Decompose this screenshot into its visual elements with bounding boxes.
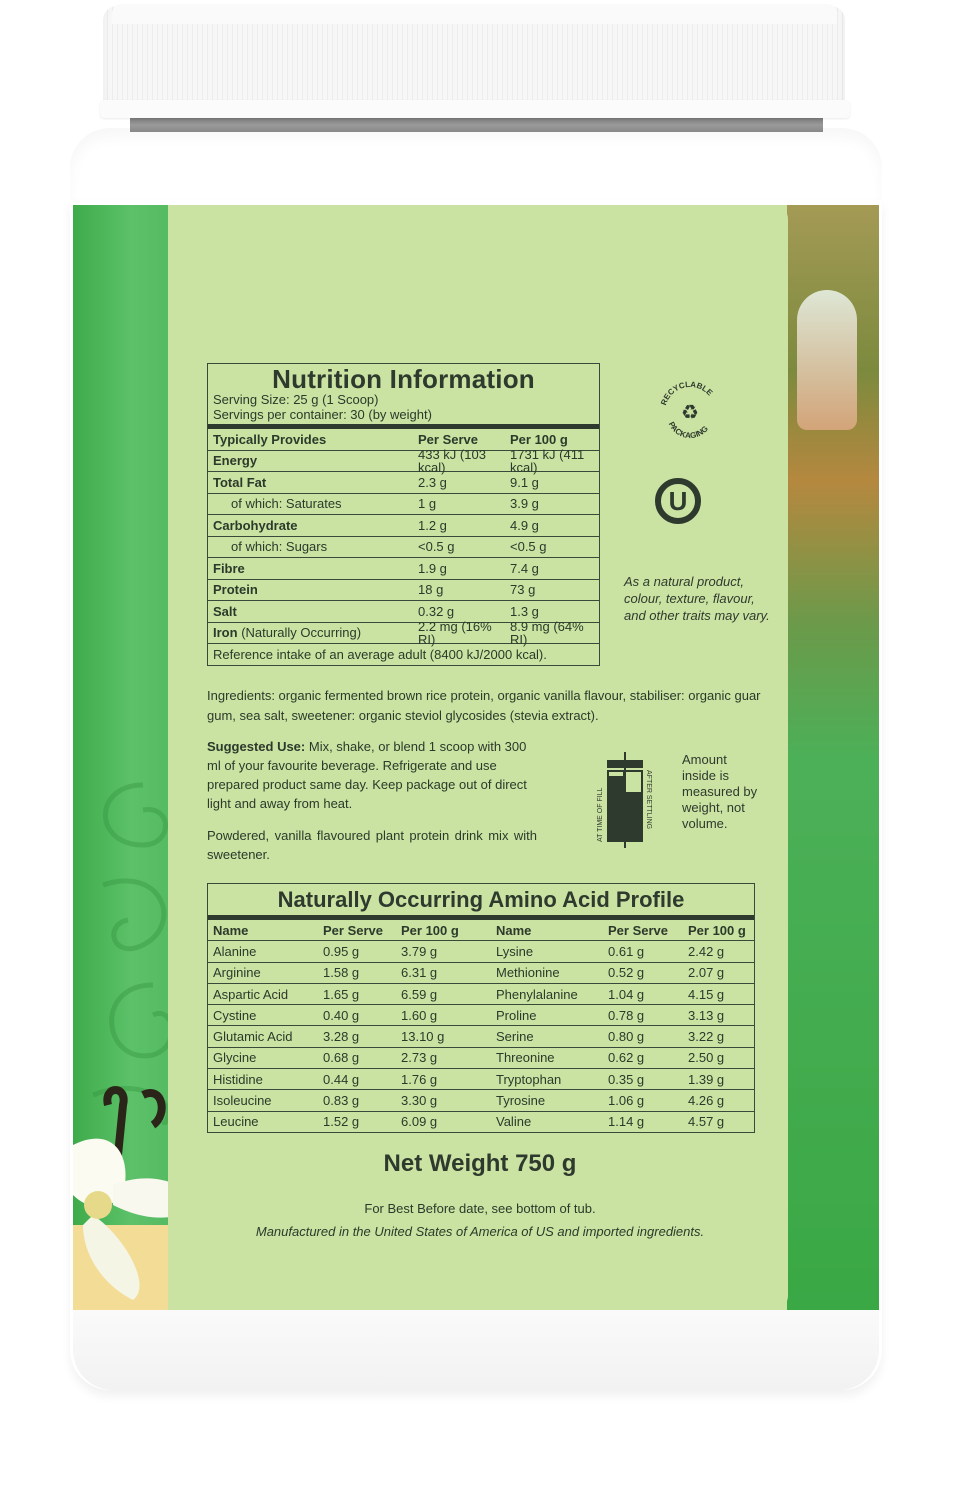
amino-row [208, 941, 754, 962]
per-serve-value: 2.3 g [418, 474, 447, 490]
amino-name: Tryptophan [496, 1071, 562, 1087]
amino-header-row [208, 920, 754, 941]
amino-row [208, 1048, 754, 1069]
amino-per-100g: 3.13 g [688, 1007, 725, 1023]
suggested-use-text: Mix, shake, or blend 1 scoop with 300 ml of your favourite beverage. Refrigerate and use prepared product same day. Keep package out of direct light and away from heat. [207, 739, 527, 811]
amino-name: Tyrosine [496, 1093, 546, 1109]
amino-name: Arginine [213, 965, 261, 981]
amino-per-serve: 0.44 g [323, 1071, 360, 1087]
nutrition-table [207, 363, 600, 666]
nutrition-row-carbohydrate [208, 515, 599, 537]
nutrition-row-protein [208, 580, 599, 602]
svg-text:RECYCLABLE: RECYCLABLE [659, 379, 715, 407]
header-per-100g: Per 100 g [688, 922, 746, 938]
per-100g-value: 1731 kJ (411 kcal) [510, 446, 585, 475]
amino-per-serve: 0.35 g [608, 1071, 645, 1087]
header-per-serve: Per Serve [608, 922, 668, 938]
ingredients-text: Ingredients: organic fermented brown rice protein, organic vanilla flavour, stabiliser: organic guar gum, sea salt, sweetener: organic steviol glycosides (stevia extract). [207, 688, 761, 723]
amino-per-100g: 4.15 g [688, 986, 725, 1002]
amino-name: Phenylalanine [496, 986, 578, 1002]
tub-base [73, 1310, 879, 1390]
amino-name: Valine [496, 1114, 532, 1130]
amino-row [208, 1026, 754, 1047]
nutrient-name: Energy [213, 453, 258, 469]
amino-per-serve: 3.28 g [323, 1029, 360, 1045]
nutrition-row-saturates [208, 494, 599, 516]
per-100g-value: 73 g [510, 582, 536, 598]
amino-per-100g: 6.59 g [401, 986, 438, 1002]
amino-per-100g: 4.26 g [688, 1093, 725, 1109]
header-name: Name [496, 922, 532, 938]
per-100g-value: 9.1 g [510, 474, 539, 490]
nutrition-row-fibre [208, 558, 599, 580]
amino-per-serve: 1.58 g [323, 965, 360, 981]
nutrient-name: of which: Saturates [231, 496, 342, 512]
product-description: Powdered, vanilla flavoured plant protein drink mix with sweetener. [207, 828, 537, 862]
suggested-use [207, 737, 537, 813]
header-per-serve: Per Serve [418, 431, 478, 447]
tub-shoulder [70, 128, 882, 208]
amino-name: Serine [496, 1029, 534, 1045]
per-100g-value: <0.5 g [510, 539, 547, 555]
nutrient-name: Fibre [213, 560, 245, 576]
manufactured-note: Manufactured in the United States of America of US and imported ingredients. [255, 1224, 705, 1239]
svg-text:AFTER SETTLING: AFTER SETTLING [645, 770, 652, 830]
amino-name: Methionine [496, 965, 560, 981]
kosher-letter: U [668, 485, 688, 516]
iron-label: Iron [213, 625, 238, 641]
amino-per-100g: 3.30 g [401, 1093, 438, 1109]
per-100g-value: 8.9 mg (64% RI) [510, 618, 584, 647]
nutrition-row-total-fat [208, 472, 599, 494]
amino-name: Proline [496, 1007, 537, 1023]
amino-per-serve: 1.65 g [323, 986, 360, 1002]
header-name: Name [213, 922, 249, 938]
lifestyle-photo [787, 205, 879, 1310]
amino-name: Cystine [213, 1007, 257, 1023]
header-per-serve: Per Serve [323, 922, 383, 938]
recyclable-packaging-icon [655, 377, 725, 447]
amino-per-serve: 0.80 g [608, 1029, 645, 1045]
amino-per-100g: 6.31 g [401, 965, 438, 981]
amino-per-100g: 3.79 g [401, 943, 438, 959]
header-typically-provides: Typically Provides [213, 431, 327, 447]
amino-per-100g: 13.10 g [401, 1029, 445, 1045]
amino-per-serve: 1.04 g [608, 986, 645, 1002]
amino-per-100g: 2.73 g [401, 1050, 438, 1066]
natural-product-note: As a natural product, colour, texture, flavour, and other traits may vary. [624, 574, 770, 623]
weight-not-volume-note: Amount inside is measured by weight, not volume. [682, 752, 758, 831]
svg-text:AT TIME OF FILL: AT TIME OF FILL [597, 787, 604, 842]
per-100g-value: 1.3 g [510, 603, 539, 619]
nutrition-row-iron [208, 618, 599, 647]
per-serve-value: 1.9 g [418, 560, 447, 576]
amino-per-serve: 0.68 g [323, 1050, 360, 1066]
amino-row [208, 963, 754, 984]
amino-row [208, 1069, 754, 1090]
per-serve-value: 0.32 g [418, 603, 455, 619]
nutrition-title: Nutrition Information [272, 364, 535, 394]
amino-name: Isoleucine [213, 1093, 272, 1109]
serving-size: Serving Size: 25 g (1 Scoop) [213, 392, 379, 407]
amino-per-100g: 4.57 g [688, 1114, 725, 1130]
net-weight: Net Weight 750 g [383, 1150, 577, 1177]
amino-per-serve: 1.52 g [323, 1114, 360, 1130]
iron-suffix: (Naturally Occurring) [241, 625, 362, 641]
fill-level-icon [585, 750, 665, 850]
amino-per-100g: 3.22 g [688, 1029, 725, 1045]
amino-per-100g: 2.42 g [688, 943, 725, 959]
amino-name: Leucine [213, 1114, 259, 1130]
amino-per-100g: 1.39 g [688, 1071, 725, 1087]
amino-name: Lysine [496, 943, 534, 959]
amino-per-100g: 2.50 g [688, 1050, 725, 1066]
nutrition-row-energy [208, 446, 599, 475]
amino-row [208, 1112, 754, 1132]
amino-per-100g: 2.07 g [688, 965, 725, 981]
amino-per-100g: 6.09 g [401, 1114, 438, 1130]
tub-neck [130, 118, 823, 132]
suggested-use-label: Suggested Use: [207, 739, 306, 754]
svg-text:PACKAGING: PACKAGING [666, 420, 710, 441]
amino-title: Naturally Occurring Amino Acid Profile [277, 887, 685, 912]
nutrition-footnote [208, 644, 599, 665]
amino-per-serve: 0.95 g [323, 943, 360, 959]
amino-per-serve: 1.14 g [608, 1114, 645, 1130]
header-per-100g: Per 100 g [510, 431, 568, 447]
amino-per-serve: 0.62 g [608, 1050, 645, 1066]
person-arm [797, 290, 857, 430]
kosher-certification-icon [655, 478, 701, 524]
per-serve-value: 433 kJ (103 kcal) [418, 446, 486, 475]
lid-top [112, 4, 837, 24]
nutrient-name [213, 626, 418, 639]
per-serve-value: 18 g [418, 582, 444, 598]
lid-rim [100, 100, 850, 118]
amino-name: Glycine [213, 1050, 257, 1066]
per-serve-value: 2.2 mg (16% RI) [418, 618, 492, 647]
servings-per-container: Servings per container: 30 (by weight) [213, 407, 432, 422]
amino-per-serve: 0.78 g [608, 1007, 645, 1023]
nutrient-name: Protein [213, 582, 258, 598]
per-serve-value: 1.2 g [418, 517, 447, 533]
best-before-note: For Best Before date, see bottom of tub. [364, 1201, 596, 1216]
per-100g-value: 4.9 g [510, 517, 539, 533]
per-100g-value: 3.9 g [510, 496, 539, 512]
amino-per-serve: 0.61 g [608, 943, 645, 959]
nutrient-name: Salt [213, 603, 237, 619]
amino-name: Alanine [213, 943, 257, 959]
amino-row [208, 1090, 754, 1111]
per-serve-value: <0.5 g [418, 539, 455, 555]
amino-per-serve: 0.83 g [323, 1093, 360, 1109]
nutrient-name: Carbohydrate [213, 517, 298, 533]
reference-intake-text: Reference intake of an average adult (8400 kJ/2000 kcal). [213, 646, 547, 662]
amino-per-serve: 0.40 g [323, 1007, 360, 1023]
amino-row [208, 984, 754, 1005]
amino-acid-table [207, 883, 755, 1133]
amino-per-serve: 0.52 g [608, 965, 645, 981]
nutrition-row-sugars [208, 537, 599, 559]
amino-name: Aspartic Acid [213, 986, 289, 1002]
amino-per-100g: 1.76 g [401, 1071, 438, 1087]
amino-per-serve: 1.06 g [608, 1093, 645, 1109]
header-per-100g: Per 100 g [401, 922, 459, 938]
amino-per-100g: 1.60 g [401, 1007, 438, 1023]
nutrient-name: Total Fat [213, 474, 267, 490]
svg-text:♻: ♻ [681, 402, 699, 424]
amino-name: Threonine [496, 1050, 555, 1066]
per-100g-value: 7.4 g [510, 560, 539, 576]
amino-name: Histidine [213, 1071, 263, 1087]
per-serve-value: 1 g [418, 496, 437, 512]
nutrient-name: of which: Sugars [231, 539, 328, 555]
amino-row [208, 1005, 754, 1026]
amino-name: Glutamic Acid [213, 1029, 293, 1045]
left-green-band [73, 205, 170, 1310]
